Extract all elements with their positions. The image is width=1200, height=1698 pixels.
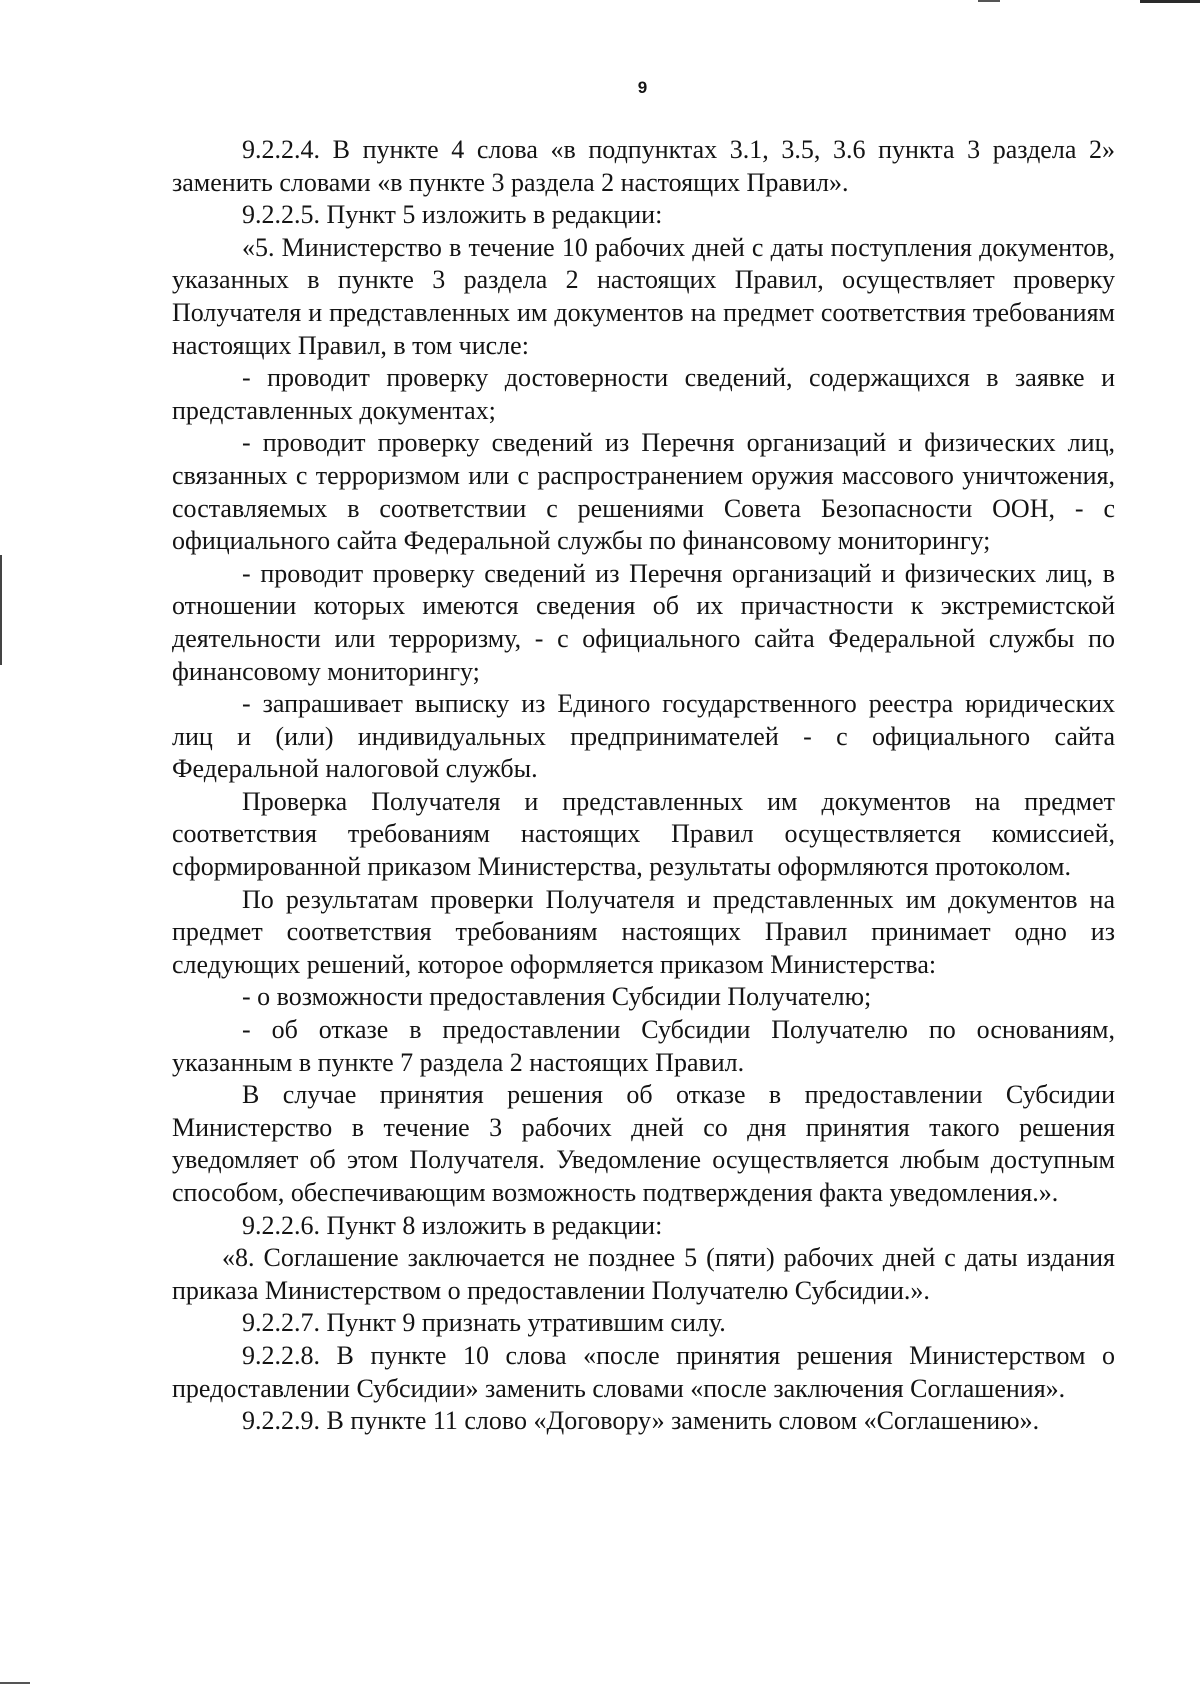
list-item: - проводит проверку достоверности сведений, содержащихся в заявке и представленных документах;	[172, 363, 1115, 425]
document-body	[172, 134, 1115, 1438]
scan-artifact	[978, 0, 1000, 2]
paragraph-9-2-2-5: 9.2.2.5. Пункт 5 изложить в редакции:	[242, 200, 663, 230]
page-number: 9	[637, 78, 648, 97]
paragraph-point-5: «5. Министерство в течение 10 рабочих дней с даты поступления документов, указанных в пункте 3 раздела 2 настоящих Правил, осуществляет проверку Получателя и представленных им документов на предмет соответствия требованиям настоящих Правил, в том числе:	[172, 232, 1115, 360]
paragraph-commission: Проверка Получателя и представленных им документов на предмет соответствия требованиям настоящих Правил осуществляется комиссией, сформированной приказом Министерства, результаты оформляются протоколом.	[172, 786, 1115, 882]
paragraph-9-2-2-8: 9.2.2.8. В пункте 10 слова «после принятия решения Министерством о предоставлении Субсидии» заменить словами «после заключения Соглашения».	[172, 1340, 1115, 1403]
paragraph-9-2-2-9: 9.2.2.9. В пункте 11 слово «Договору» заменить словом «Соглашению».	[242, 1406, 1040, 1436]
scan-artifact	[1140, 0, 1200, 3]
list-item: - проводит проверку сведений из Перечня организаций и физических лиц, в отношении которых имеются сведения об их причастности к экстремистской деятельности или терроризму, - с официального сайта Федеральной службы по финансовому мониторингу;	[172, 558, 1115, 686]
paragraph-refusal: В случае принятия решения об отказе в предоставлении Субсидии Министерство в течение 3 рабочих дней со дня принятия такого решения уведомляет об этом Получателя. Уведомление осуществляется любым доступным способом, обеспечивающим возможность подтверждения факта уведомления.».	[172, 1080, 1115, 1207]
paragraph-9-2-2-6: 9.2.2.6. Пункт 8 изложить в редакции:	[242, 1210, 663, 1240]
list-item: - проводит проверку сведений из Перечня организаций и физических лиц, связанных с терроризмом или с распространением оружия массового уничтожения, составляемых в соответствии с решениями Совета Безопасности ООН, - с официального сайта Федеральной службы по финансовому мониторингу;	[172, 428, 1115, 556]
list-item: - о возможности предоставления Субсидии Получателю;	[242, 982, 872, 1012]
scan-artifact	[0, 1682, 30, 1684]
scan-artifact	[0, 555, 2, 665]
paragraph-point-8: «8. Соглашение заключается не позднее 5 (пяти) рабочих дней с даты издания приказа Министерством о предоставлении Получателю Субсидии.».	[172, 1243, 1115, 1305]
paragraph-results: По результатам проверки Получателя и представленных им документов на предмет соответствия требованиям настоящих Правил принимает одно из следующих решений, которое оформляется приказом Министерства:	[172, 884, 1115, 979]
paragraph-9-2-2-7: 9.2.2.7. Пункт 9 признать утратившим силу.	[242, 1308, 726, 1338]
paragraph-9-2-2-4: 9.2.2.4. В пункте 4 слова «в подпунктах 3.1, 3.5, 3.6 пункта 3 раздела 2» заменить словами «в пункте 3 раздела 2 настоящих Правил».	[172, 135, 1115, 197]
list-item: - запрашивает выписку из Единого государственного реестра юридических лиц и (или) индивидуальных предпринимателей - с официального сайта Федеральной налоговой службы.	[172, 689, 1115, 784]
list-item: - об отказе в предоставлении Субсидии Получателю по основаниям, указанным в пункте 7 раздела 2 настоящих Правил.	[172, 1015, 1115, 1077]
